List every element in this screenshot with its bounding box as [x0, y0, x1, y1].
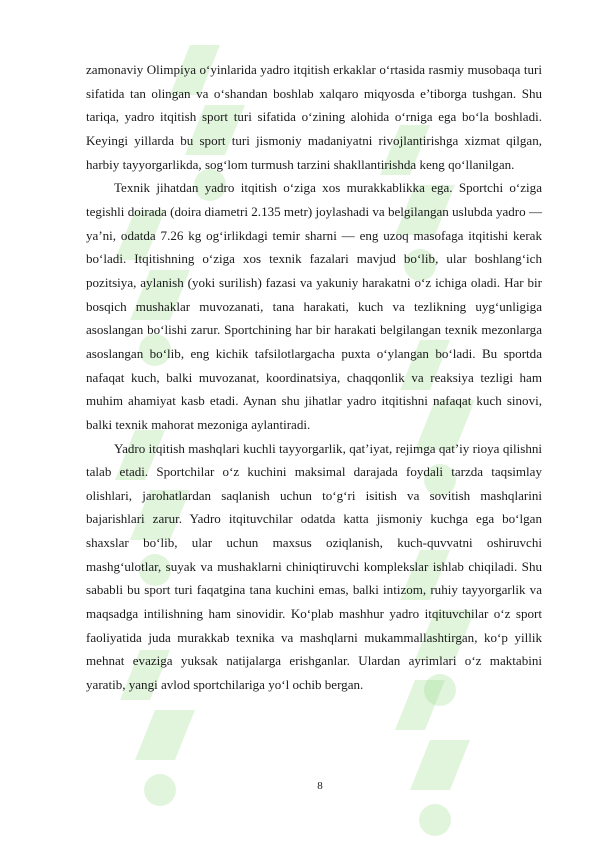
- paragraph-3: Yadro itqitish mashqlari kuchli tayyorgarlik, qat’iyat, rejimga qat’iy rioya qilishni talab etadi. Sportchilar o‘z kuchini maksimal darajada foydali tarzda taqsimlay olishlari, jarohatlardan saqlanish uchun to‘g‘ri isitish va sovitish mashqlarini bajarishlari zarur. Yadro itqituvchilar odatda katta jismoniy kuchga ega bo‘lgan shaxslar bo‘lib, ular uchun maxsus oziqlanish, kuch-quvvatni oshiruvchi mashg‘ulotlar, suyak va mushaklarni chiniqtiruvchi komplekslar ishlab chiqiladi. Shu sababli bu sport turi faqatgina tana kuchini emas, balki intizom, ruhiy tayyorgarlik va maqsadga intilishning ham sinovidir. Ko‘plab mashhur yadro itqituvchilar o‘z sport faoliyatida juda murakkab texnika va mashqlarni mukammallashtirgan, ko‘p yillik mehnat evaziga yuksak natijalarga erishganlar. Ulardan ayrimlari o‘z maktabini yaratib, yangi avlod sportchilariga yo‘l ochib bergan.: [86, 440, 542, 693]
- paragraph-2: Texnik jihatdan yadro itqitish o‘ziga xos murakkablikka ega. Sportchi o‘ziga tegishli doirada (doira diametri 2.135 metr) joylashadi va belgilangan uslubda yadro — ya’ni, odatda 7.26 kg og‘irlikdagi temir sharni — eng uzoq masofaga itqitishi kerak bo‘ladi. Itqitishning o‘ziga xos texnik fazalari mavjud bo‘lib, ular boshlang‘ich pozitsiya, aylanish (yoki surilish) fazasi va yakuniy harakatni o‘z ichiga oladi. Har bir bosqich mushaklar muvozanati, tana harakati, kuch va tezlikning uyg‘unligiga asoslangan bo‘lishi zarur. Sportchining har bir harakati belgilangan texnik mezonlarga asoslangan bo‘lib, eng kichik tafsilotlargacha puxta o‘ylangan bo‘ladi. Bu sportda nafaqat kuch, balki muvozanat, koordinatsiya, chaqqonlik va reaksiya tezligi ham muhim ahamiyat kasb etadi. Aynan shu jihatlar yadro itqitishni nafaqat kuch sinovi, balki texnik mahorat mezoniga aylantiradi.: [86, 180, 542, 432]
- body-text: [86, 58, 542, 697]
- page-number: 8: [317, 780, 323, 792]
- paragraph-1: zamonaviy Olimpiya o‘yinlarida yadro itqitish erkaklar o‘rtasida rasmiy musobaqa turi sifatida tan olingan va o‘shandan boshlab xalqaro miqyosda e’tiborga tushgan. Shu tariqa, yadro itqitish sport turi sifatida o‘zining alohida o‘rniga ega bo‘la boshladi. Keyingi yillarda bu sport turi jismoniy madaniyatni rivojlantirishga xizmat qilgan, harbiy tayyorgarlikda, sog‘lom turmush tarzini shakllantirishda keng qo‘llanilgan.: [86, 62, 542, 172]
